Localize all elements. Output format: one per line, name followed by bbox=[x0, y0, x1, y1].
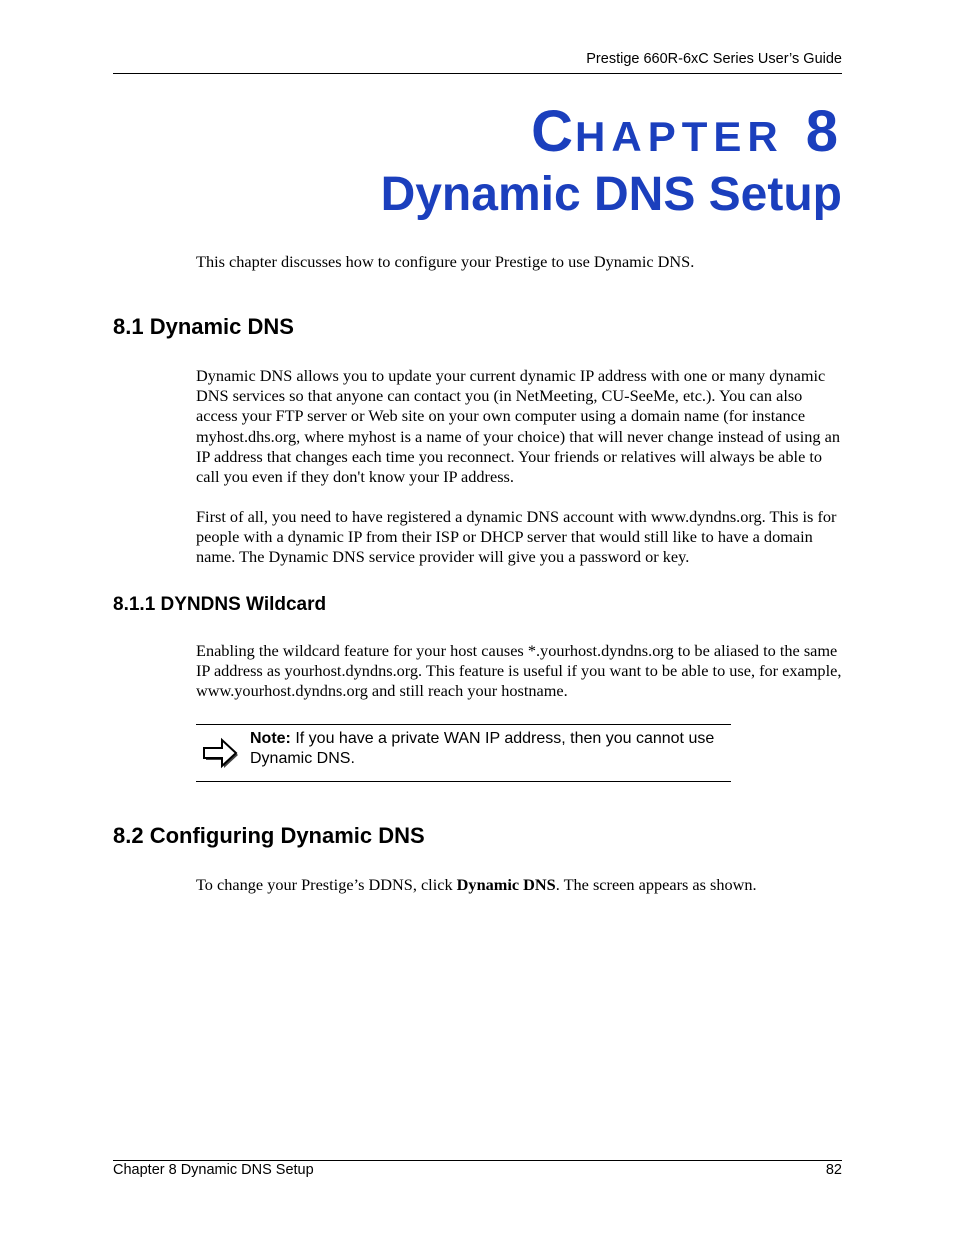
chapter-title: Dynamic DNS Setup bbox=[380, 168, 842, 221]
section-heading-8-1-1: 8.1.1 DYNDNS Wildcard bbox=[113, 594, 327, 615]
chapter-initial: C bbox=[531, 99, 576, 164]
chapter-number: 8 bbox=[805, 99, 838, 164]
section-8-2-bold-term: Dynamic DNS bbox=[456, 875, 556, 894]
section-heading-8-1: 8.1 Dynamic DNS bbox=[113, 314, 294, 339]
footer-chapter-title: Chapter 8 Dynamic DNS Setup bbox=[113, 1162, 314, 1178]
section-8-2-text-after: . The screen appears as shown. bbox=[555, 875, 757, 894]
note-box bbox=[196, 724, 731, 782]
arrow-right-icon bbox=[198, 731, 242, 775]
note-label: Note: bbox=[250, 730, 291, 747]
section-8-1-paragraph-1: Dynamic DNS allows you to update your current dynamic IP address with one or many dynamic DNS services so that anyone can contact you (in NetMeeting, CU-SeeMe, etc.). You can also access your FTP server or Web site on your own computer using a domain name (for instance myhost.dhs.org, where myhost is a name of your choice) that will never change instead of using an IP address that changes each time you reconnect. Your friends or relatives will always be able to call you even if they don't know your IP address. bbox=[196, 366, 841, 487]
header-rule bbox=[113, 73, 842, 74]
footer-page-number: 82 bbox=[825, 1162, 842, 1178]
running-header: Prestige 660R-6xC Series User’s Guide bbox=[586, 51, 842, 67]
section-8-2-text-before: To change your Prestige’s DDNS, click bbox=[196, 875, 457, 894]
section-8-2-paragraph bbox=[196, 875, 842, 895]
chapter-rest: HAPTER bbox=[575, 113, 784, 160]
note-text bbox=[250, 729, 730, 769]
note-body: If you have a private WAN IP address, then you cannot use Dynamic DNS. bbox=[250, 730, 715, 767]
section-heading-8-2: 8.2 Configuring Dynamic DNS bbox=[113, 823, 425, 848]
chapter-word bbox=[531, 99, 784, 164]
intro-paragraph: This chapter discusses how to configure your Prestige to use Dynamic DNS. bbox=[196, 252, 695, 271]
section-8-1-paragraph-2: First of all, you need to have registered a dynamic DNS account with www.dyndns.org. This is for people with a dynamic IP from their ISP or DHCP server that would still like to have a domain name. The Dynamic DNS service provider will give you a password or key. bbox=[196, 507, 837, 567]
footer-rule bbox=[113, 1160, 842, 1161]
section-8-1-1-paragraph: Enabling the wildcard feature for your host causes *.yourhost.dyndns.org to be aliased to the same IP address as yourhost.dyndns.org. This feature is useful if you want to be able to use, for example, www.yourhost.dyndns.org and still reach your hostname. bbox=[196, 641, 842, 701]
